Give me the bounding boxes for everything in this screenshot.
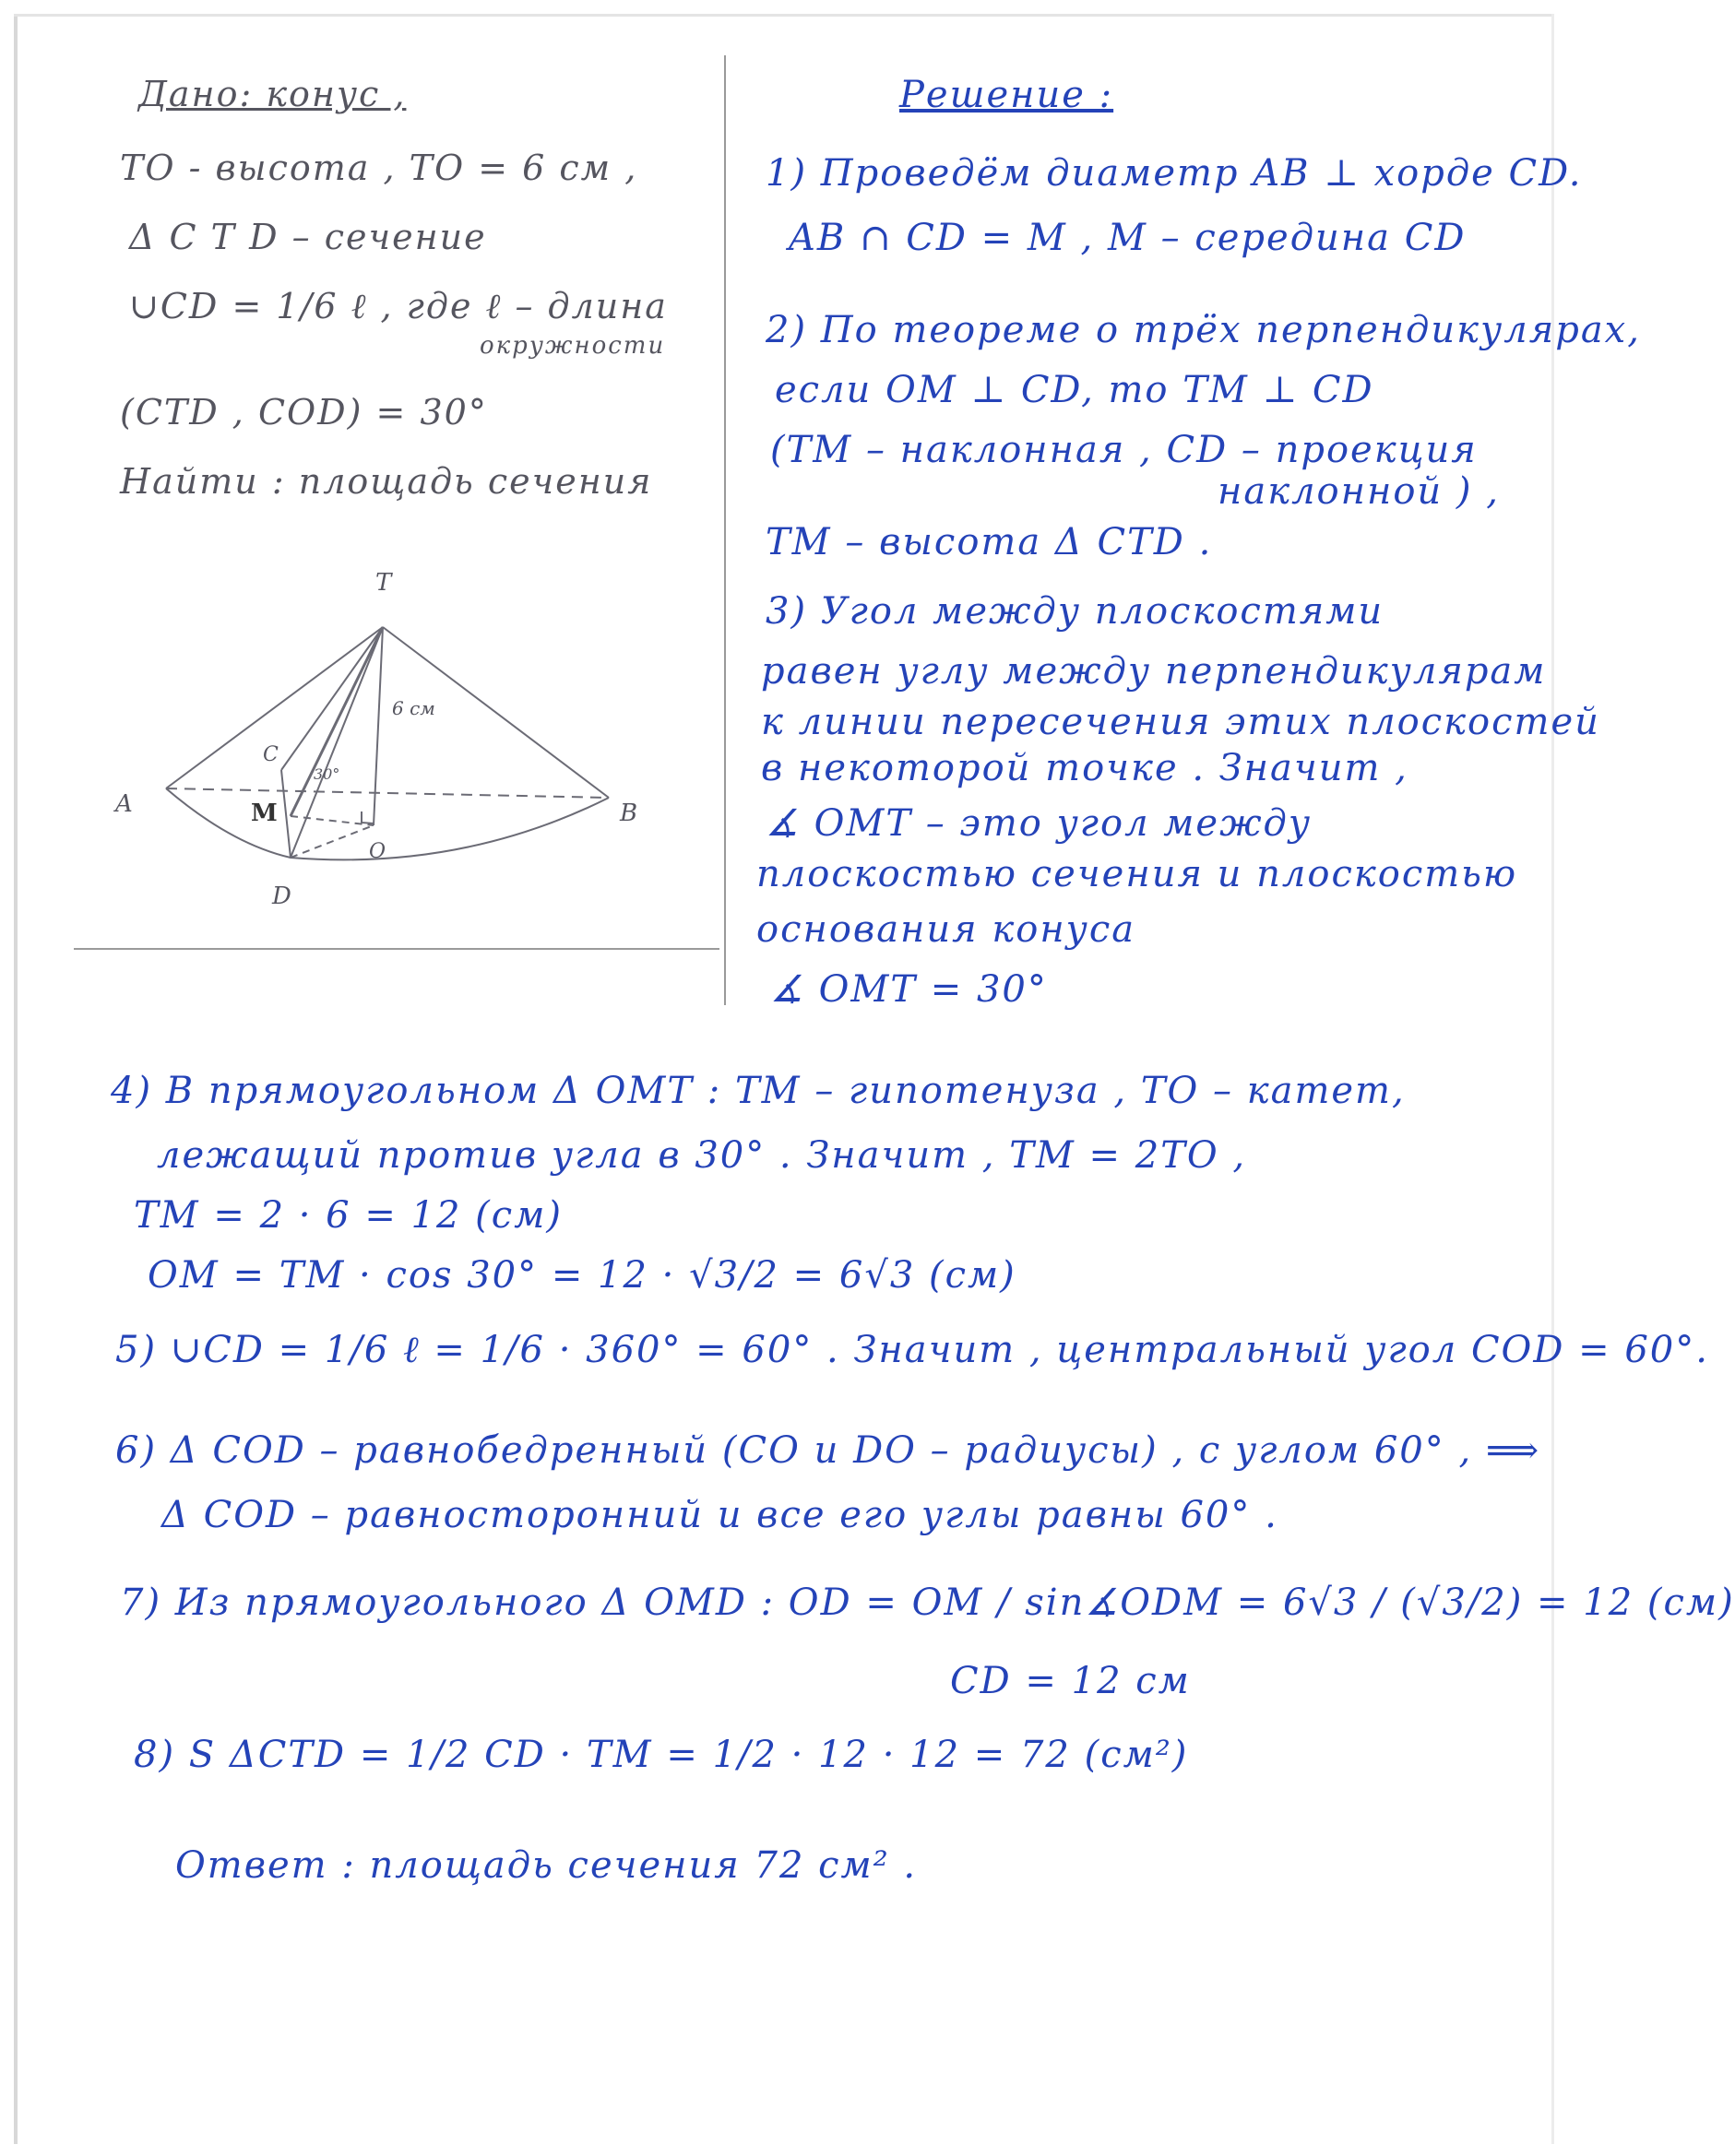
label-d: D	[272, 883, 291, 910]
figure-divider	[74, 948, 719, 950]
bottom-line-6: Δ COD – равносторонний и все его углы равны 60° .	[161, 1494, 1278, 1536]
bottom-line-9: 8) S ΔCTD = 1/2 CD · TM = 1/2 · 12 · 12 = 72 (см²)	[134, 1734, 1189, 1776]
solution-line-11: ∡ OMT – это угол между	[766, 802, 1313, 845]
label-c: C	[263, 743, 279, 766]
bottom-line-4: 5) ∪CD = 1/6 ℓ = 1/6 · 360° = 60° . Значит , центральный угол COD = 60°.	[115, 1329, 1709, 1371]
solution-heading: Решение :	[899, 74, 1114, 116]
solution-line-13: основания конуса	[756, 908, 1136, 951]
cone-base-arc	[166, 788, 609, 859]
given-line-0: Дано: конус ,	[138, 74, 407, 114]
answer-line: Ответ : площадь сечения 72 см² .	[175, 1844, 918, 1887]
given-line-3: ∪CD = 1/6 ℓ , где ℓ – длина	[129, 286, 668, 326]
solution-line-3: если OM ⊥ CD, то TM ⊥ CD	[775, 369, 1374, 411]
diameter-ab	[166, 788, 609, 798]
given-line-1: TO - высота , TO = 6 см ,	[120, 148, 638, 188]
chord-cd	[281, 770, 291, 858]
bottom-line-0: 4) В прямоугольном Δ OMT : TM – гипотенуза , TO – катет,	[111, 1070, 1406, 1112]
bottom-line-2: TM = 2 · 6 = 12 (см)	[134, 1194, 563, 1237]
label-m: M	[251, 800, 278, 827]
bottom-line-3: OM = TM · cos 30° = 12 · √3/2 = 6√3 (см)	[148, 1254, 1016, 1297]
segment-od	[291, 825, 374, 858]
column-divider	[724, 55, 726, 1005]
bottom-line-5: 6) Δ COD – равнобедренный (CO и DO – радиусы) , с углом 60° , ⟹	[115, 1429, 1541, 1472]
solution-line-4: (TM – наклонная , CD – проекция	[770, 429, 1478, 471]
given-line-5: (CTD , COD) = 30°	[120, 392, 488, 432]
solution-line-12: плоскостью сечения и плоскостью	[756, 853, 1518, 895]
bottom-line-8: CD = 12 см	[950, 1660, 1191, 1702]
given-line-4: окружности	[480, 332, 666, 360]
cone-figure	[92, 553, 683, 922]
solution-line-8: равен углу между перпендикулярам	[761, 650, 1547, 693]
segment-tm	[291, 627, 383, 816]
solution-line-0: 1) Проведём диаметр AB ⊥ хорде CD.	[766, 152, 1583, 195]
label-30deg: 30°	[314, 765, 340, 783]
scan-edge-top	[14, 14, 1554, 17]
label-t: T	[375, 569, 392, 597]
label-6cm: 6 см	[392, 697, 435, 719]
bottom-line-7: 7) Из прямоугольного Δ OMD : OD = OM / sin∡ODM = 6√3 / (√3/2) = 12 (см)	[120, 1581, 1735, 1624]
edge-tc	[281, 627, 383, 770]
solution-line-9: к линии пересечения этих плоскостей	[761, 701, 1600, 743]
label-b: B	[620, 800, 638, 827]
height-to	[374, 627, 383, 825]
solution-line-14: ∡ OMT = 30°	[770, 968, 1048, 1011]
solution-line-7: 3) Угол между плоскостями	[766, 590, 1384, 633]
given-line-6: Найти : площадь сечения	[120, 461, 653, 502]
label-o: O	[369, 840, 386, 863]
solution-line-5: наклонной ) ,	[1218, 470, 1500, 513]
given-line-2: Δ C T D – сечение	[129, 217, 487, 257]
solution-line-2: 2) По теореме о трёх перпендикулярах,	[766, 309, 1641, 351]
right-angle-mark	[362, 811, 374, 823]
solution-line-10: в некоторой точке . Значит ,	[761, 747, 1408, 789]
scan-edge-left	[14, 14, 18, 2144]
solution-line-6: TM – высота Δ CTD .	[766, 521, 1213, 563]
solution-line-1: AB ∩ CD = M , M – середина CD	[789, 217, 1467, 259]
label-a: A	[115, 790, 133, 818]
bottom-line-1: лежащий против угла в 30° . Значит , TM = 2TO ,	[157, 1134, 1247, 1177]
